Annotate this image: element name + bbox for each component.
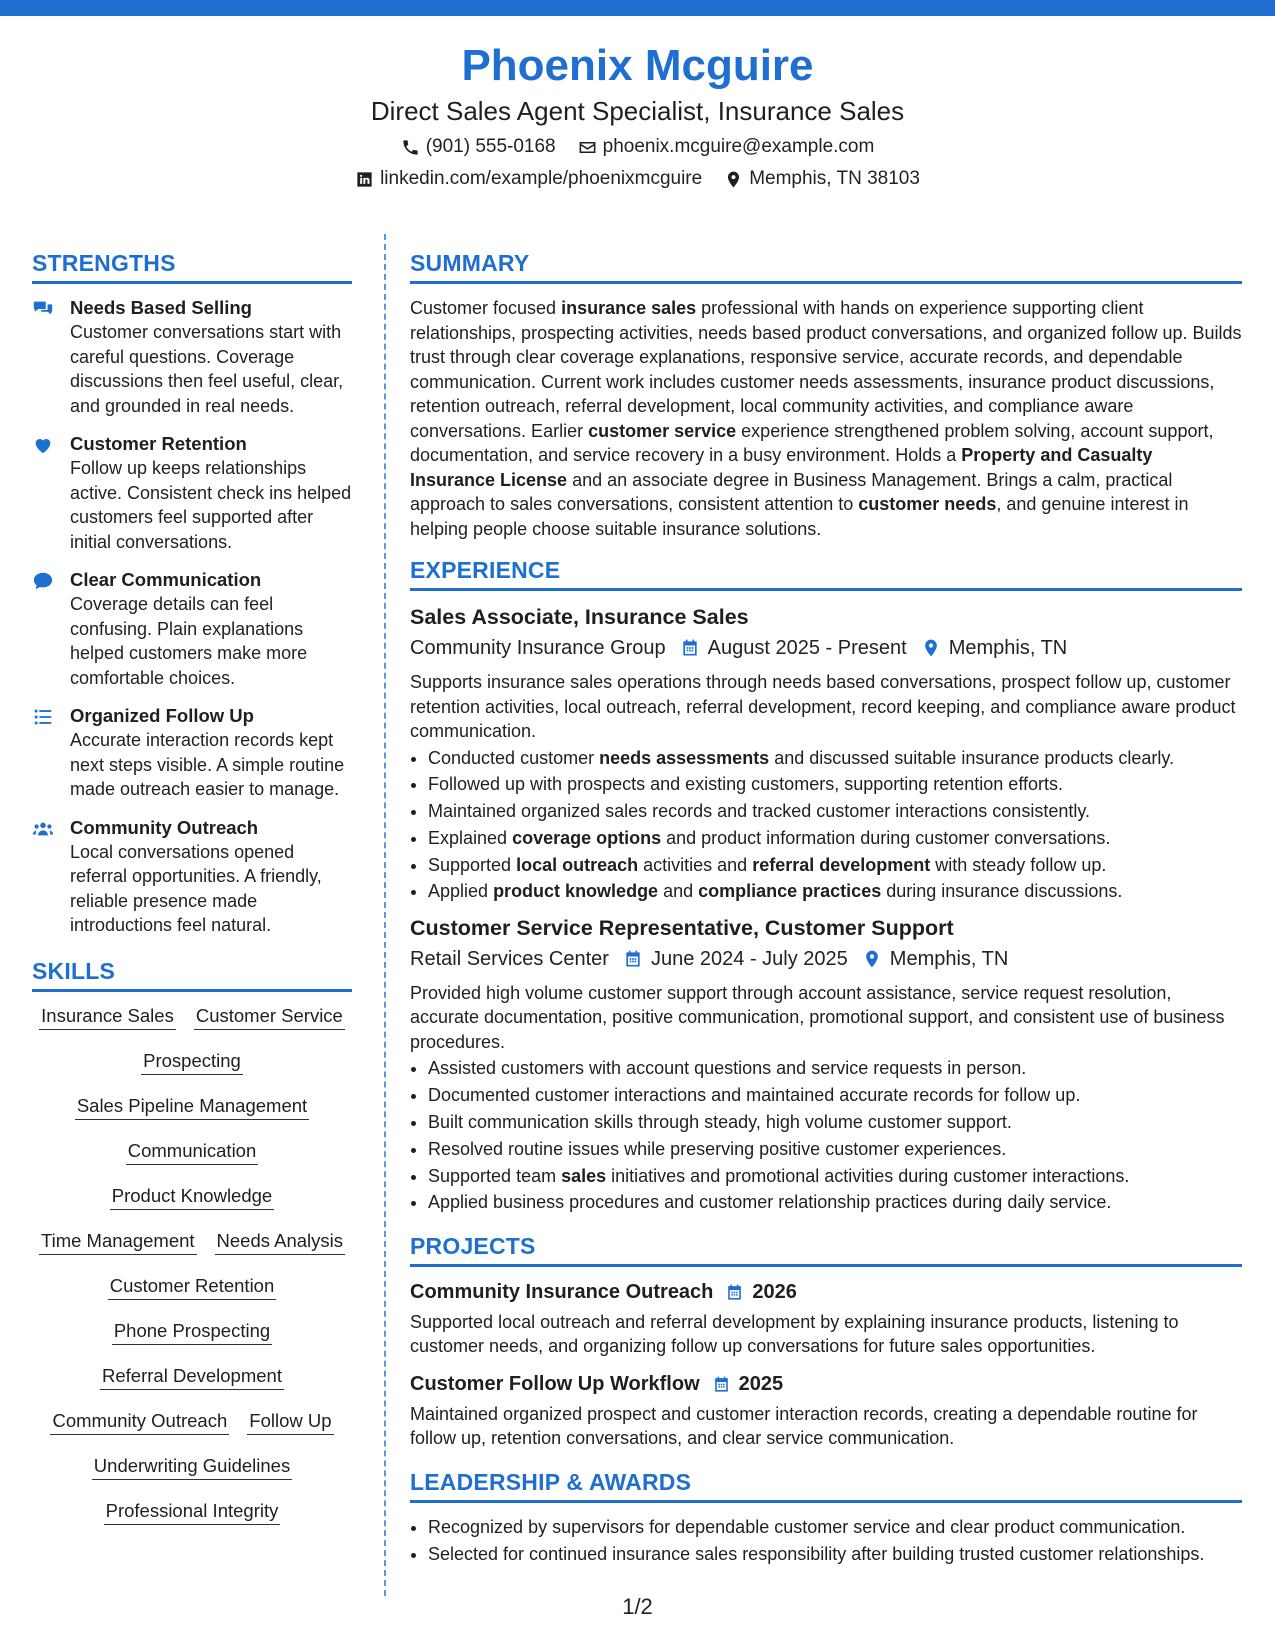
job-location: Memphis, TN [889,947,1009,970]
projects-list [410,1279,1242,1451]
strength-name: Organized Follow Up [70,705,254,726]
bold-text: needs assessments [599,747,770,768]
strength-icon-wrap [32,816,70,938]
text-segment: experience strengthened problem solving, account support, documentation, and service recovery in a busy environment. Holds a [410,420,1214,465]
contact-location [724,167,920,191]
text-segment: with steady follow up. [930,854,1107,875]
text-segment: and an associate degree in Business Management. Brings a calm, practical approach to sales conversations, consistent attention to [410,469,1173,514]
bold-text: insurance sales [561,298,697,318]
text-segment: Supported [428,854,517,875]
contact-row-2 [0,167,1275,191]
job-bullet [428,1056,1242,1081]
strength-body [70,816,352,938]
job-bullet [428,879,1242,904]
skill-tag: Customer Service [194,1004,345,1030]
skills-heading: SKILLS [32,956,352,992]
bold-text: sales [561,1165,607,1186]
text-segment: Conducted customer [428,747,600,768]
strength-item [32,568,352,690]
job-bullets [410,1056,1242,1214]
job-company: Community Insurance Group [410,637,666,659]
strengths-list [32,296,352,938]
job-meta [410,634,1242,662]
text-segment: Built communication skills through steady, high volume customer support. [428,1112,1012,1133]
envelope-icon [578,138,597,157]
job-meta [410,945,1242,973]
phone-icon [401,138,420,157]
bold-text: customer needs [858,494,997,514]
leadership-item: • Recognized by supervisors for dependable customer service and clear product communication. [428,1515,1242,1540]
skill-line [32,1319,352,1345]
job-bullet [428,826,1242,851]
strength-desc: Customer conversations start with careful questions. Coverage discussions then feel useful, clear, and grounded in real needs. [70,322,344,416]
summary-heading: SUMMARY [410,248,1242,284]
strength-body [70,296,352,418]
summary-text [410,296,1242,541]
bold-text: product knowledge [493,881,659,902]
contact-linkedin[interactable] [355,167,702,191]
project-title-row [410,1279,1242,1306]
text-segment: Assisted customers with account questions and service requests in person. [428,1058,1027,1079]
text-segment: activities and [638,854,753,875]
job-dates: August 2025 - Present [707,637,907,659]
projects-heading: PROJECTS [410,1231,1242,1267]
strength-desc: Follow up keeps relationships active. Consistent check ins helped customers feel supported after initial conversations. [70,458,352,552]
experience-heading: EXPERIENCE [410,555,1242,591]
text-segment: Supported team [428,1165,562,1186]
skill-tag: Time Management [39,1229,197,1255]
map-pin-icon [862,949,882,969]
job-bullet [428,1164,1242,1189]
skill-line [32,1409,352,1435]
skill-tag: Referral Development [100,1364,284,1390]
top-accent-bar [0,0,1275,16]
skill-tag: Community Outreach [50,1409,229,1435]
linkedin-icon [355,170,374,189]
skill-line [32,1454,352,1480]
email-text[interactable]: phoenix.mcguire@example.com [602,136,875,158]
strength-desc: Accurate interaction records kept next steps visible. A simple routine made outreach easier to manage. [70,730,345,799]
bold-text: referral development [752,854,931,875]
leadership-heading: LEADERSHIP & AWARDS [410,1467,1242,1503]
bold-text: coverage options [512,827,662,848]
text-segment: , and genuine interest in helping people choose suitable insurance solutions. [410,494,1189,539]
skill-line [32,1094,352,1120]
map-pin-icon [921,638,941,658]
skill-line [32,1499,352,1525]
linkedin-text[interactable]: linkedin.com/example/phoenixmcguire [380,168,703,190]
project-title: Community Insurance Outreach [410,1280,714,1303]
job-bullet [428,772,1242,797]
skill-line [32,1184,352,1210]
strength-body [70,432,352,554]
chat-icon [32,298,54,320]
job-bullets [410,746,1242,904]
calendar-icon [725,1283,744,1302]
text-segment: initiatives and promotional activities during customer interactions. [606,1165,1130,1186]
column-divider [384,234,386,1596]
job-bullet [428,1083,1242,1108]
strength-item [32,432,352,554]
map-pin-icon [724,170,743,189]
job-company: Retail Services Center [410,947,609,970]
leadership-list [410,1515,1242,1566]
calendar-icon [623,949,643,969]
skill-tag: Product Knowledge [110,1184,274,1210]
job-bullet [428,746,1242,771]
heart-icon [32,434,54,456]
strength-body [70,568,352,690]
text-segment: and [658,881,699,902]
skill-tag: Customer Retention [108,1274,277,1300]
phone-text: (901) 555-0168 [425,136,556,158]
strength-item [32,816,352,938]
job-description: Supports insurance sales operations through needs based conversations, prospect follow up, customer retention activities, local outreach, referral development, record keeping, and compliance aware product communication. [410,672,1236,741]
job-title: Customer Service Representative, Customer Support [410,915,954,940]
skill-line [32,1139,352,1165]
text-segment: Customer focused [410,298,562,318]
text-segment: Explained [428,827,513,848]
project-description: Maintained organized prospect and customer interaction records, creating a dependable routine for follow up, retention conversations, and clear service communication. [410,1403,1198,1449]
text-segment: Followed up with prospects and existing customers, supporting retention efforts. [428,774,1064,795]
text-segment: during insurance discussions. [881,881,1123,902]
bold-text: Property and Casualty Insurance License [410,445,1153,490]
strength-name: Customer Retention [70,433,247,454]
skill-tag: Prospecting [141,1049,243,1075]
job-entry [410,603,1242,904]
strengths-heading: STRENGTHS [32,248,352,284]
text-segment: Resolved routine issues while preserving positive customer experiences. [428,1138,1007,1159]
contact-email[interactable] [578,135,875,159]
bold-text: customer service [588,420,737,441]
strength-desc: Coverage details can feel confusing. Plain explanations helped customers make more comfortable choices. [70,594,308,688]
skills-list [32,1004,352,1525]
skill-tag: Sales Pipeline Management [75,1094,309,1120]
comment-icon [32,570,54,592]
job-bullet [428,853,1242,878]
strength-icon-wrap [32,432,70,554]
strength-desc: Local conversations opened referral opportunities. A friendly, reliable presence made introductions feel natural. [70,841,322,935]
strength-item [32,704,352,802]
strength-icon-wrap [32,704,70,802]
experience-list [410,603,1242,1215]
location-text: Memphis, TN 38103 [749,168,920,190]
text-segment: Applied business procedures and customer relationship practices during daily service. [428,1192,1112,1213]
skill-line [32,1004,352,1030]
leadership-item: • Selected for continued insurance sales responsibility after building trusted customer relationships. [428,1542,1242,1567]
job-title: Sales Associate, Insurance Sales [410,605,749,629]
skill-line [32,1229,352,1255]
right-column [410,248,1242,1576]
text-segment: Maintained organized sales records and tracked customer interactions consistently. [428,801,1091,822]
job-bullet [428,1190,1242,1215]
text-segment: Documented customer interactions and maintained accurate records for follow up. [428,1085,1081,1106]
strength-name: Community Outreach [70,816,259,838]
skill-tag: Follow Up [247,1409,333,1435]
candidate-title: Direct Sales Agent Specialist, Insurance Sales [370,95,905,126]
list-icon [32,706,54,728]
project-description: Supported local outreach and referral development by explaining insurance products, listening to customer needs, and organizing follow up conversations for future sales opportunities. [410,1311,1179,1357]
project-year: 2025 [738,1372,784,1395]
project-title-row [410,1371,1242,1398]
text-segment: and product information during customer conversations. [661,827,1111,848]
job-bullet [428,1110,1242,1135]
contact-phone [401,135,556,159]
skill-tag: Communication [126,1139,259,1165]
job-bullet [428,799,1242,824]
strength-icon-wrap [32,296,70,418]
text-segment: professional with hands on experience supporting client relationships, prospecting activities, needs based product conversations, and organized follow up. Builds trust through clear coverage explanations, responsive service, accurate records, and dependable communication. Current work includes customer needs assessments, insurance product discussions, retention outreach, referral development, local community activities, and compliance aware conversations. Earlier [410,298,1242,441]
calendar-icon [680,638,700,658]
strength-name: Clear Communication [70,569,262,590]
strength-icon-wrap [32,568,70,690]
skill-tag: Professional Integrity [104,1499,281,1525]
project-year: 2026 [752,1280,797,1303]
left-column [32,248,352,1544]
users-icon [32,818,54,840]
strength-body [70,704,352,802]
skill-line [32,1364,352,1390]
strength-item [32,296,352,418]
skill-line [32,1049,352,1075]
skill-tag: Needs Analysis [215,1229,345,1255]
candidate-name: Phoenix Mcguire [461,41,814,90]
text-segment: Applied [428,881,494,902]
strength-name: Needs Based Selling [70,297,252,318]
skill-line [32,1274,352,1300]
skill-tag: Insurance Sales [39,1004,176,1030]
page-number: 1/2 [622,1594,653,1619]
resume-header [0,40,1275,191]
job-description: Provided high volume customer support through account assistance, service request resolution, accurate documentation, positive communication, promotional support, and consistent use of business procedures. [410,982,1225,1052]
skill-tag: Phone Prospecting [112,1319,272,1345]
calendar-icon [712,1375,731,1394]
job-entry [410,914,1242,1215]
project-title: Customer Follow Up Workflow [410,1372,700,1395]
bold-text: compliance practices [698,881,882,902]
bold-text: local outreach [516,854,639,875]
skill-tag: Underwriting Guidelines [92,1454,292,1480]
job-location: Memphis, TN [948,637,1068,659]
job-bullet [428,1137,1242,1162]
text-segment: and discussed suitable insurance products clearly. [769,747,1175,768]
job-dates: June 2024 - July 2025 [650,947,848,970]
contact-row-1 [0,135,1275,159]
